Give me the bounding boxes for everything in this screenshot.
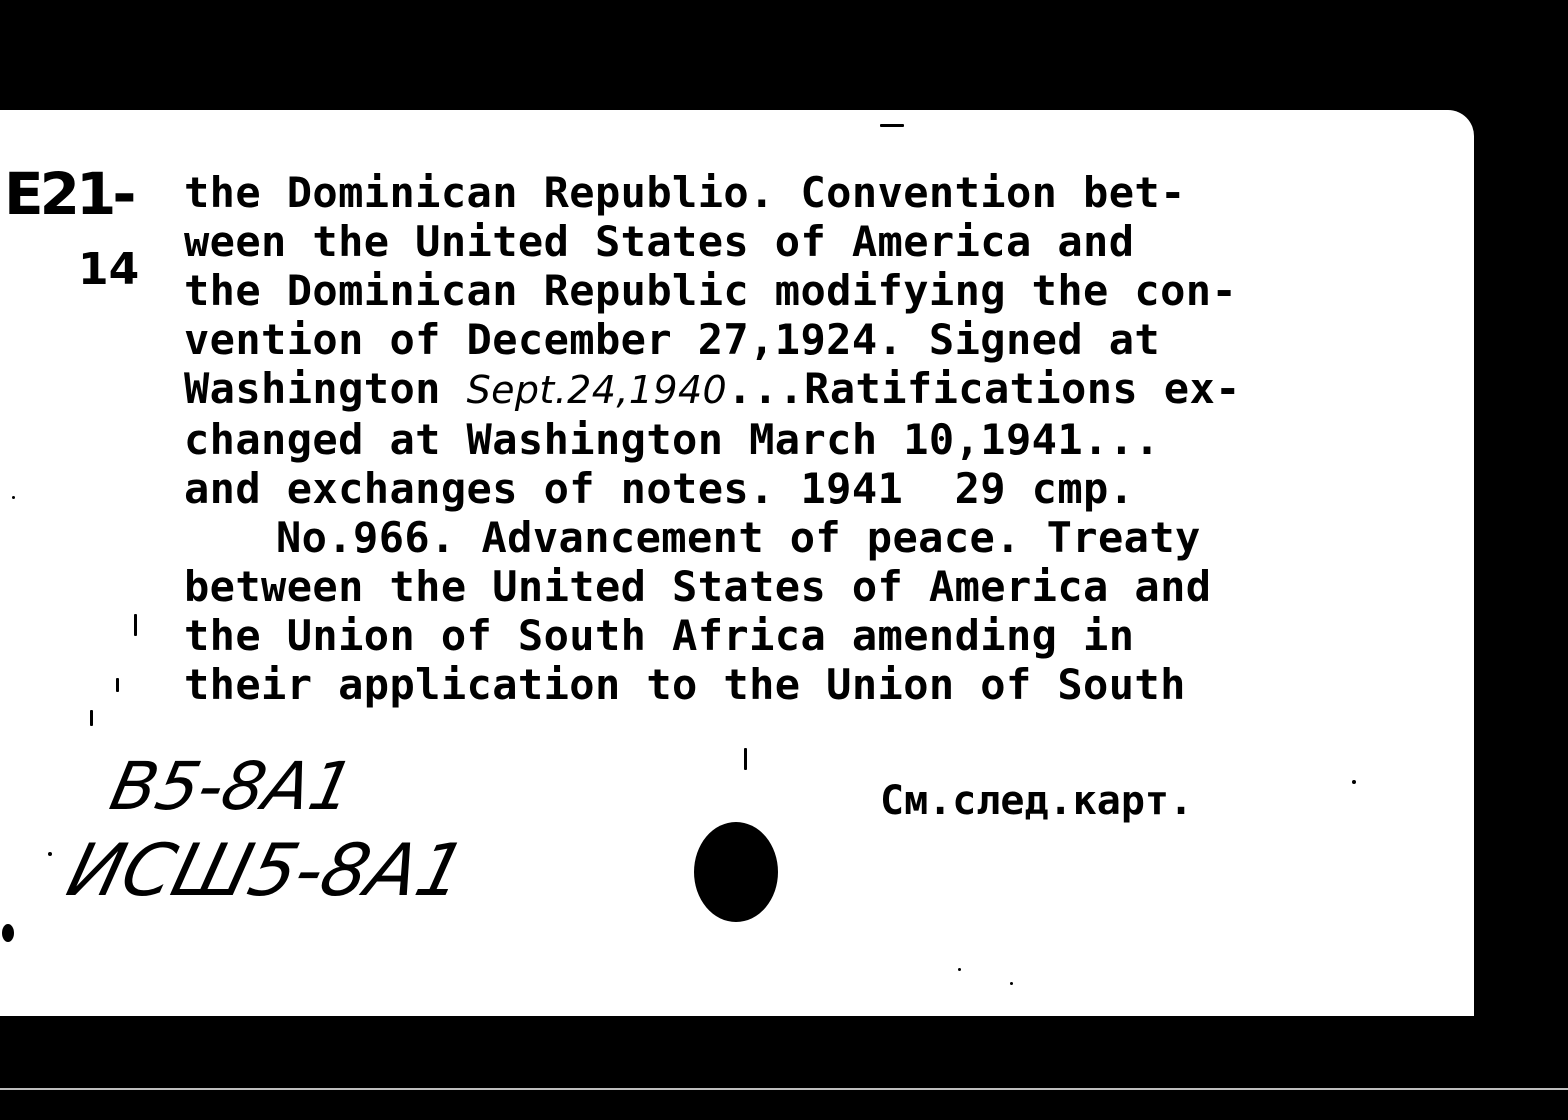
catalog-code: E21- [4,160,133,228]
handwritten-date: Sept.24,1940 [466,368,728,412]
text-line: between the United States of America and [184,562,1212,611]
scan-speck [12,496,15,499]
shelf-mark-1: B5-8A1 [103,748,361,825]
card-body-text [184,168,1241,709]
text-line: No.966. Advancement of peace. Treaty [276,513,1201,562]
text-segment: ...Ratifications ex- [727,364,1241,413]
text-line: ween the United States of America and [184,217,1135,266]
scan-speck [1410,36,1414,40]
scanner-edge-line [0,1088,1568,1090]
shelf-mark-2: ИСШ5-8A1 [59,828,475,912]
text-line: vention of December 27,1924. Signed at [184,315,1161,364]
scan-speck [744,748,747,770]
scan-speck [1352,780,1356,784]
see-next-card-note: См.след.карт. [880,778,1194,824]
punch-hole [694,822,778,922]
scan-speck [2,924,14,942]
scan-speck [1010,982,1013,985]
scan-speck [90,710,93,726]
text-line: the Dominican Republic modifying the con- [184,266,1238,315]
scan-speck [880,124,904,127]
text-line: the Dominican Republio. Convention bet- [184,168,1186,217]
scan-speck [48,852,52,856]
text-line: and exchanges of notes. 1941 29 cmp. [184,464,1135,513]
text-line-with-date [184,364,1241,415]
catalog-code-number: 14 [78,244,140,295]
text-line: their application to the Union of South [184,660,1186,709]
text-line: the Union of South Africa amending in [184,611,1135,660]
scan-speck [958,968,961,971]
scan-speck [134,614,137,636]
scan-speck [116,678,119,692]
text-line: changed at Washington March 10,1941... [184,415,1161,464]
text-segment: Washington [184,364,467,413]
